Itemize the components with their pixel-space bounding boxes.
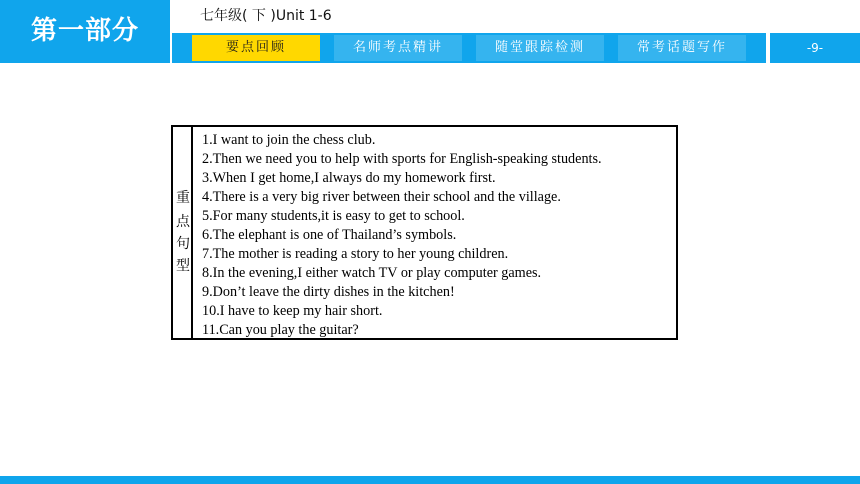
side-label-char: 型 bbox=[176, 258, 190, 274]
footer-bar bbox=[0, 476, 860, 484]
course-title: 七年级( 下 )Unit 1-6 bbox=[200, 8, 332, 24]
sentence-list bbox=[202, 131, 602, 340]
tab-topic-writing[interactable]: 常考话题写作 bbox=[618, 35, 746, 61]
key-sentences-table bbox=[171, 125, 678, 340]
sentence-item: 9.Don’t leave the dirty dishes in the kitchen! bbox=[202, 284, 455, 300]
side-label-char: 重 bbox=[176, 190, 190, 206]
sentence-item: 8.In the evening,I either watch TV or play computer games. bbox=[202, 265, 542, 281]
page-number: -9- bbox=[770, 33, 860, 63]
sentence-item: 4.There is a very big river between their school and the village. bbox=[202, 189, 561, 205]
tab-in-class-check[interactable]: 随堂跟踪检测 bbox=[476, 35, 604, 61]
sentence-item: 3.When I get home,I always do my homework first. bbox=[202, 170, 496, 186]
part-label: 第一部分 bbox=[0, 0, 170, 63]
side-label-char: 点 bbox=[176, 214, 190, 230]
sentence-item: 2.Then we need you to help with sports for English-speaking students. bbox=[202, 151, 602, 167]
tab-expert-lecture[interactable]: 名师考点精讲 bbox=[334, 35, 462, 61]
sentence-item: 5.For many students,it is easy to get to school. bbox=[202, 208, 465, 224]
section-nav-bar bbox=[172, 33, 766, 63]
side-label-cell bbox=[173, 127, 193, 338]
tab-key-points-review[interactable]: 要点回顾 bbox=[192, 35, 320, 61]
sentence-item: 6.The elephant is one of Thailand’s symbols. bbox=[202, 227, 457, 243]
sentence-item: 7.The mother is reading a story to her young children. bbox=[202, 246, 509, 262]
sentence-item: 10.I have to keep my hair short. bbox=[202, 303, 383, 319]
sentence-item: 11.Can you play the guitar? bbox=[202, 322, 359, 338]
sentence-item: 1.I want to join the chess club. bbox=[202, 132, 376, 148]
side-label-char: 句 bbox=[176, 236, 190, 252]
